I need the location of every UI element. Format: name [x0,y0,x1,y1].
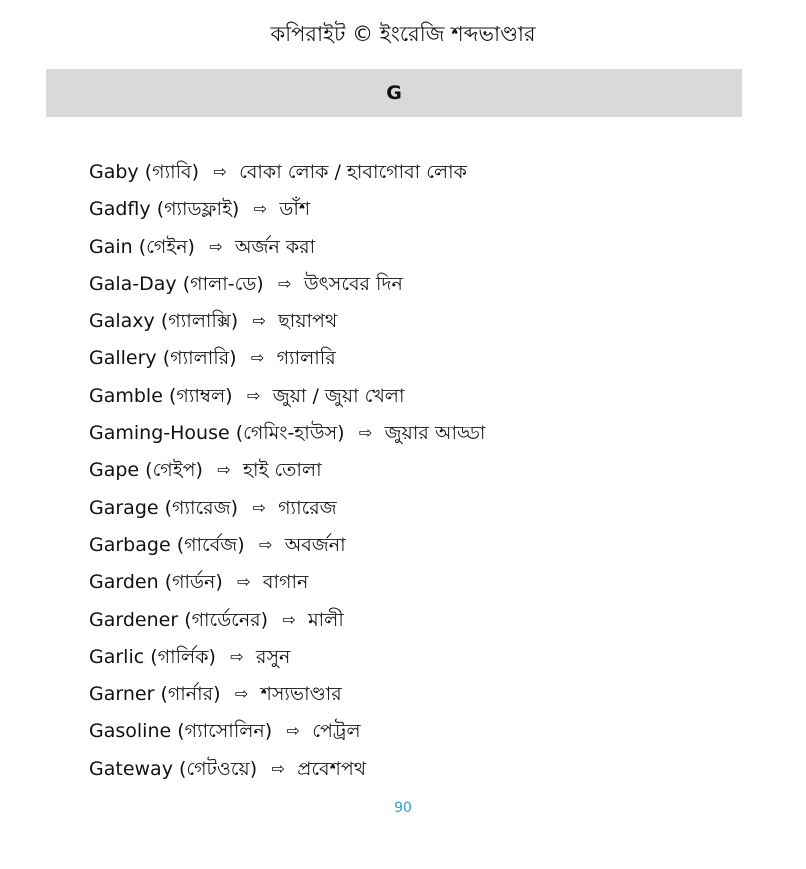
entry-word: Gallery [89,347,157,370]
dictionary-entry [89,526,749,563]
entry-pronunciation: (গার্ডন) [164,571,223,594]
dictionary-entry [89,228,749,265]
entry-meaning: মালী [308,608,344,631]
dictionary-entry [89,451,749,488]
arrow-right-icon: ⇨ [358,423,373,443]
entry-word: Garlic [89,645,145,668]
arrow-right-icon: ⇨ [252,497,266,517]
entry-meaning: ছায়াপথ [278,310,338,333]
dictionary-entry [89,675,749,712]
entry-word: Gateway [89,757,173,780]
dictionary-entry [89,489,749,526]
entry-meaning: পেট্রল [312,720,361,743]
entry-word: Gardener [89,608,179,631]
arrow-right-icon: ⇨ [253,199,268,219]
arrow-right-icon: ⇨ [252,311,266,331]
dictionary-entry [89,750,749,787]
arrow-right-icon: ⇨ [259,534,273,554]
arrow-right-icon: ⇨ [286,721,300,741]
entry-pronunciation: (গ্যাবি) [144,161,200,183]
dictionary-entry [89,190,749,227]
arrow-right-icon: ⇨ [278,273,292,293]
entry-word: Gasoline [89,720,172,743]
page-number: 90 [394,800,412,816]
entry-word: Gala-Day [89,272,177,295]
arrow-right-icon: ⇨ [282,609,296,629]
dictionary-entry [89,153,749,190]
entry-meaning: বাগান [262,571,309,594]
dictionary-entry [89,563,749,600]
entry-meaning: গ্যারেজ [278,496,337,519]
entry-meaning: গ্যালারি [276,347,336,370]
dictionary-entry [89,339,749,376]
dictionary-entry [89,601,749,638]
entry-pronunciation: (গ্যালাক্সি) [160,310,239,333]
arrow-right-icon: ⇨ [237,572,251,592]
entry-word: Gape [89,459,140,482]
entry-pronunciation: (গ্যাম্বল) [168,384,233,407]
arrow-right-icon: ⇨ [213,162,227,181]
arrow-right-icon: ⇨ [271,758,285,778]
section-header-band [46,69,742,117]
dictionary-entry [89,712,749,749]
entry-meaning: জুয়ার আড্ডা [384,422,486,445]
arrow-right-icon: ⇨ [230,646,244,666]
entry-word: Gaby [89,161,139,183]
dictionary-entry-list [89,153,749,787]
dictionary-entry [89,377,749,414]
entry-word: Garage [89,496,159,519]
entry-pronunciation: (গার্নার) [160,683,221,706]
arrow-right-icon: ⇨ [217,460,231,480]
entry-meaning: জুয়া / জুয়া খেলা [272,384,405,407]
entry-meaning: প্রবেশপথ [297,757,367,780]
entry-pronunciation: (গ্যারেজ) [164,496,239,519]
entry-word: Gaming-House [89,422,230,445]
entry-meaning: হাই তোলা [243,459,322,482]
entry-meaning: শস্যভাণ্ডার [260,683,342,706]
entry-meaning: অবর্জনা [284,533,346,556]
entry-word: Galaxy [89,310,155,333]
dictionary-entry [89,414,749,451]
arrow-right-icon: ⇨ [250,348,265,368]
entry-pronunciation: (গেইন) [138,235,195,258]
entry-pronunciation: (গ্যালারি) [162,347,237,370]
entry-meaning: অর্জন করা [235,235,316,258]
entry-word: Gadfly [89,198,151,221]
entry-meaning: রসুন [256,645,291,668]
page-header: কপিরাইট © ইংরেজি শব্দভাণ্ডার [270,22,536,46]
entry-word: Garner [89,683,155,706]
entry-word: Garden [89,571,159,594]
entry-pronunciation: (গার্ডেনের) [184,608,269,631]
entry-pronunciation: (গার্বেজ) [176,533,245,556]
entry-meaning: উৎসবের দিন [303,272,403,295]
entry-pronunciation: (গার্লিক) [150,645,216,668]
entry-meaning: ডাঁশ [279,198,311,221]
entry-meaning: বোকা লোক / হাবাগোবা লোক [239,161,467,183]
entry-word: Garbage [89,533,171,556]
entry-pronunciation: (গ্যাসোলিন) [177,720,273,743]
entry-word: Gain [89,235,133,258]
entry-pronunciation: (গ্যাডফ্লাই) [156,198,240,221]
arrow-right-icon: ⇨ [246,385,261,405]
entry-word: Gamble [89,384,163,407]
dictionary-entry [89,265,749,302]
entry-pronunciation: (গেইপ) [145,459,203,482]
arrow-right-icon: ⇨ [234,684,249,704]
entry-pronunciation: (গেমিং-হাউস) [235,422,345,445]
entry-pronunciation: (গালা-ডে) [182,272,264,295]
section-letter: G [386,82,402,104]
dictionary-entry [89,302,749,339]
arrow-right-icon: ⇨ [209,236,223,256]
dictionary-entry [89,638,749,675]
entry-pronunciation: (গেটওয়ে) [178,757,258,780]
